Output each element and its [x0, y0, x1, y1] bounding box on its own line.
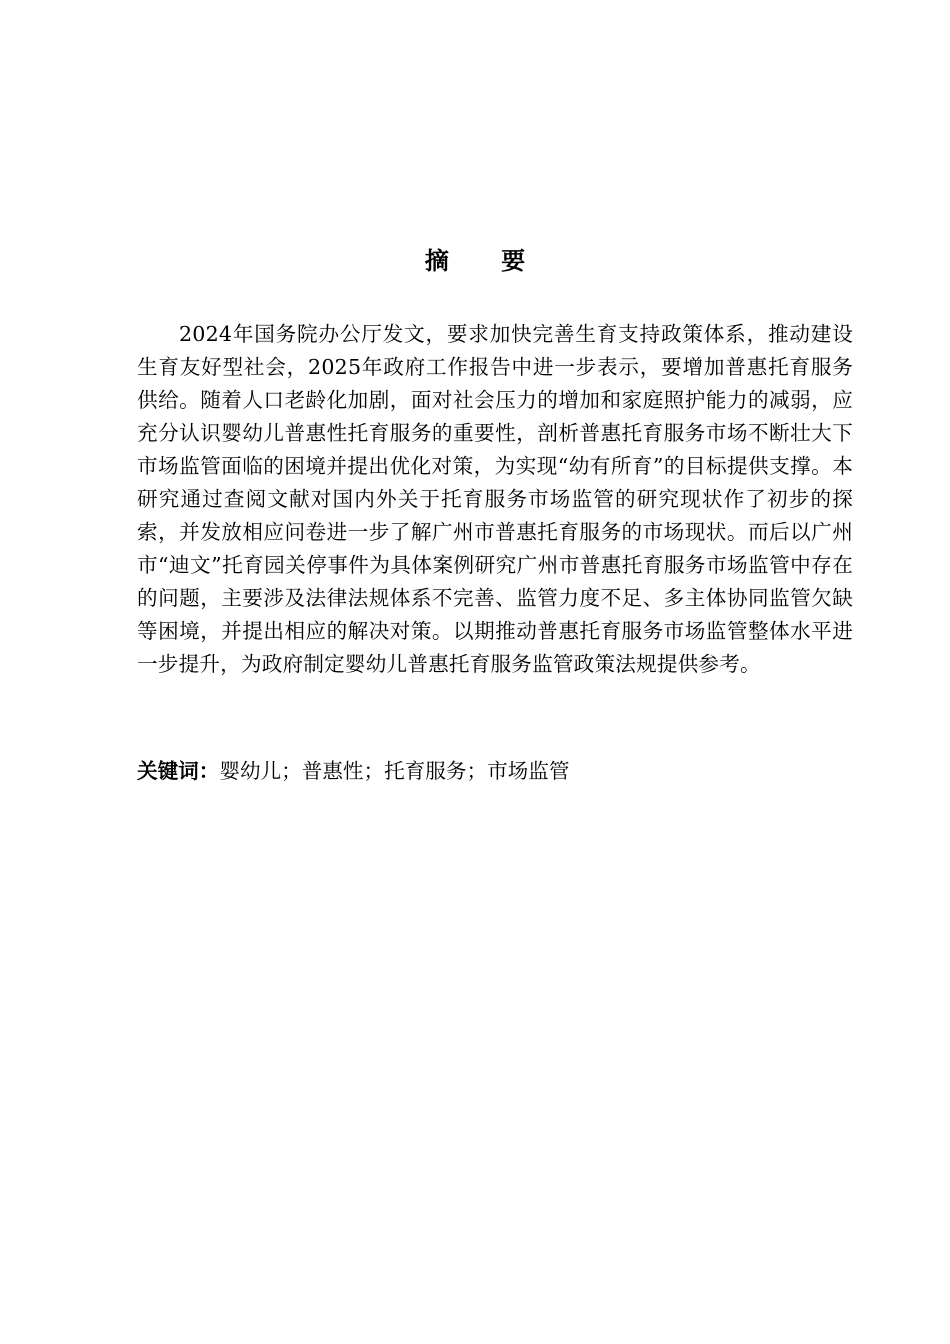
keywords-line	[137, 755, 853, 788]
keywords-label: 关键词：	[137, 759, 220, 783]
abstract-body: 2024年国务院办公厅发文，要求加快完善生育支持政策体系，推动建设生育友好型社会，2025年政府工作报告中进一步表示，要增加普惠托育服务供给。随着人口老龄化加剧，面对社会压力的增加和家庭照护能力的减弱，应充分认识婴幼儿普惠性托育服务的重要性，剖析普惠托育服务市场不断壮大下市场监管面临的困境并提出优化对策，为实现“幼有所育”的目标提供支撑。本研究通过查阅文献对国内外关于托育服务市场监管的研究现状作了初步的探索，并发放相应问卷进一步了解广州市普惠托育服务的市场现状。而后以广州市“迪文”托育园关停事件为具体案例研究广州市普惠托育服务市场监管中存在的问题，主要涉及法律法规体系不完善、监管力度不足、多主体协同监管欠缺等困境，并提出相应的解决对策。以期推动普惠托育服务市场监管整体水平进一步提升，为政府制定婴幼儿普惠托育服务监管政策法规提供参考。	[137, 322, 853, 676]
keywords-values: 婴幼儿；普惠性；托育服务；市场监管	[219, 759, 570, 783]
abstract-title: 摘 要	[424, 247, 548, 275]
